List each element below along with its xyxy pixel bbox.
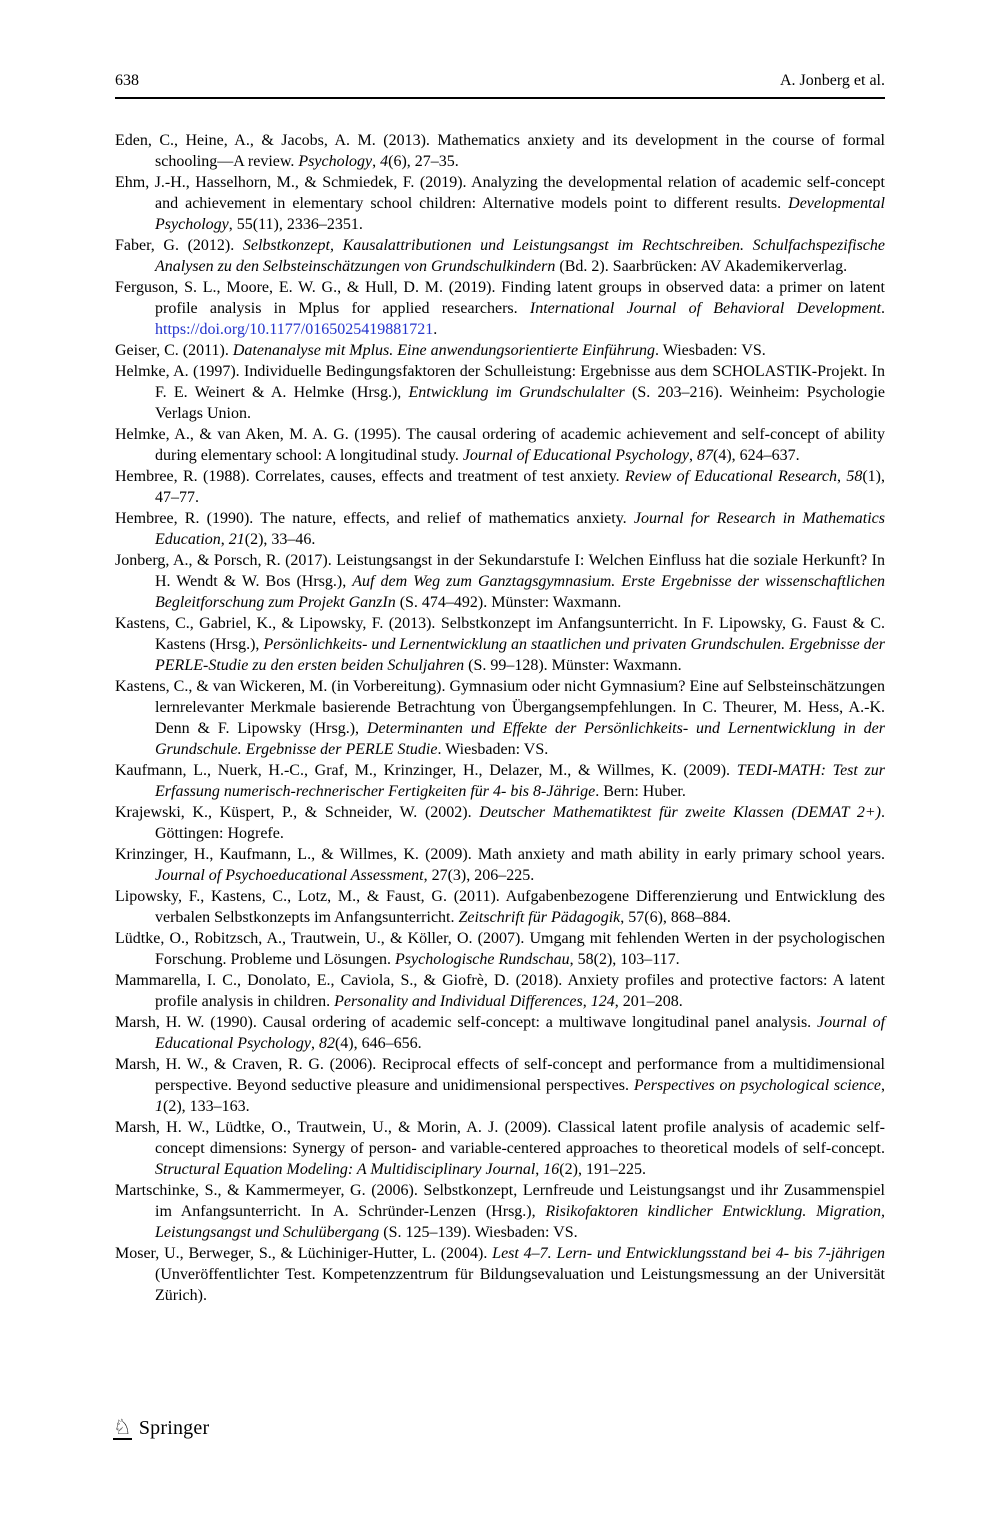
reference-text: (S. 125–139). Wiesbaden: VS.	[379, 1224, 578, 1241]
reference-text: Marsh, H. W., & Craven, R. G. (2006). Reciprocal effects of self-concept and performance from a multidimensional perspective. Beyond seductive pleasure and unidimensional perspectives.	[115, 1056, 885, 1094]
reference-text: , 27(3), 206–225.	[423, 867, 535, 884]
reference-text: (6), 27–35.	[388, 153, 459, 170]
reference-entry	[115, 1012, 885, 1054]
publisher-wordmark: Springer	[138, 1417, 210, 1439]
reference-text: Hembree, R. (1988). Correlates, causes, effects and treatment of test anxiety.	[115, 468, 626, 485]
reference-entry	[115, 550, 885, 613]
reference-entry	[115, 361, 885, 424]
reference-title-italic: 82	[318, 1035, 335, 1052]
reference-entry	[115, 613, 885, 676]
reference-title-italic: Psychologische Rundschau	[394, 951, 570, 968]
reference-entry	[115, 1117, 885, 1180]
reference-list	[115, 130, 885, 1306]
reference-entry	[115, 340, 885, 361]
reference-title-italic: 21	[228, 531, 245, 548]
reference-title-italic: 58	[846, 468, 863, 485]
reference-entry	[115, 1180, 885, 1243]
reference-text: ,	[836, 468, 847, 485]
reference-text: Krajewski, K., Küspert, P., & Schneider, W. (2002).	[115, 804, 480, 821]
reference-entry	[115, 760, 885, 802]
reference-text: Helmke, A. (1997). Individuelle Bedingungsfaktoren der Schulleistung: Ergebnisse aus dem SCHOLASTIK-Projekt. In F. E. Weinert & A. Helmke (Hrsg.),	[115, 363, 885, 401]
reference-entry	[115, 1243, 885, 1306]
reference-text: (4), 624–637.	[713, 447, 800, 464]
reference-title-italic: TEDI-MATH: Test zur Erfassung numerisch-rechnerischer Fertigkeiten für 4- bis 8-Jährige	[155, 762, 886, 800]
reference-text: Marsh, H. W., Lüdtke, O., Trautwein, U., & Morin, A. J. (2009). Classical latent profile analysis of academic self-concept dimensions: Synergy of person- and variable-centered approaches to theoretical models of self-concept.	[115, 1119, 885, 1157]
reference-title-italic: Entwicklung im Grundschulalter	[408, 384, 625, 401]
publisher-footer	[113, 1416, 209, 1440]
reference-title-italic: Deutscher Mathematiktest für zweite Klassen (DEMAT 2+)	[479, 804, 881, 821]
reference-text: ,	[535, 1161, 544, 1178]
reference-text: (S. 203–216). Weinheim: Psychologie Verlags Union.	[155, 384, 885, 422]
reference-title-italic: 87	[697, 447, 713, 464]
reference-entry	[115, 130, 885, 172]
reference-title-italic: Selbstkonzept, Kausalattributionen und Leistungsangst im Rechtschreiben. Schulfachspezifische Analysen zu den Selbsteinschätzungen von Grundschulkindern	[155, 237, 886, 275]
reference-text: Ferguson, S. L., Moore, E. W. G., & Hull, D. M. (2019). Finding latent groups in observed data: a primer on latent profile analysis in Mplus for applied researchers.	[115, 279, 885, 317]
reference-text: Geiser, C. (2011).	[115, 342, 233, 359]
reference-title-italic: 1	[155, 1098, 163, 1115]
reference-entry	[115, 466, 885, 508]
reference-title-italic: Review of Educational Research	[625, 468, 837, 485]
reference-text: ,	[310, 1035, 319, 1052]
reference-title-italic: Personality and Individual Differences	[334, 993, 583, 1010]
reference-title-italic: Journal of Psychoeducational Assessment	[155, 867, 424, 884]
reference-title-italic: Auf dem Weg zum Ganztagsgymnasium. Erste Ergebnisse der wissenschaftlichen Begleitforschung zum Projekt GanzIn	[155, 573, 886, 611]
reference-text: Moser, U., Berweger, S., & Lüchiniger-Hutter, L. (2004).	[115, 1245, 493, 1262]
reference-title-italic: Journal for Research in Mathematics Education	[155, 510, 885, 548]
reference-entry	[115, 928, 885, 970]
reference-title-italic: International Journal of Behavioral Development	[529, 300, 882, 317]
reference-text: (4), 646–656.	[334, 1035, 422, 1052]
reference-text: .	[881, 300, 886, 317]
reference-entry	[115, 424, 885, 466]
reference-text: , 55(11), 2336–2351.	[228, 216, 363, 233]
reference-text: ,	[372, 153, 381, 170]
reference-title-italic: Datenanalyse mit Mplus. Eine anwendungsorientierte Einführung	[232, 342, 656, 359]
reference-entry	[115, 844, 885, 886]
reference-text: (S. 99–128). Münster: Waxmann.	[464, 657, 682, 674]
reference-title-italic: 124	[590, 993, 615, 1010]
reference-title-italic: Journal of Educational Psychology	[462, 447, 689, 464]
reference-text: Lipowsky, F., Kastens, C., Lotz, M., & Faust, G. (2011). Aufgabenbezogene Differenzierung und Entwicklung des verbalen Selbstkonzepts im Anfangsunterricht.	[115, 888, 885, 926]
reference-text: (S. 474–492). Münster: Waxmann.	[395, 594, 622, 611]
reference-entry	[115, 508, 885, 550]
reference-title-italic: Zeitschrift für Pädagogik	[458, 909, 621, 926]
reference-text: Faber, G. (2012).	[115, 237, 243, 254]
reference-entry	[115, 1054, 885, 1117]
reference-text: , 58(2), 103–117.	[569, 951, 680, 968]
reference-text: (2), 133–163.	[163, 1098, 250, 1115]
reference-text: Lüdtke, O., Robitzsch, A., Trautwein, U., & Köller, O. (2007). Umgang mit fehlenden Werten in der psychologischen Forschung. Probleme und Lösungen.	[115, 930, 885, 968]
reference-text: Marsh, H. W. (1990). Causal ordering of academic self-concept: a multiwave longitudinal panel analysis.	[115, 1014, 817, 1031]
reference-text: (2), 33–46.	[244, 531, 316, 548]
reference-title-italic: Persönlichkeits- und Lernentwicklung an staatlichen und privaten Grundschulen. Ergebnisse der PERLE-Studie zu den ersten beiden Schuljahren	[155, 636, 886, 674]
reference-text: Krinzinger, H., Kaufmann, L., & Willmes, K. (2009). Math anxiety and math ability in early primary school years.	[115, 846, 885, 863]
reference-text: , 201–208.	[614, 993, 683, 1010]
reference-text: (Bd. 2). Saarbrücken: AV Akademikerverlag.	[555, 258, 848, 275]
reference-title-italic: Determinanten und Effekte der Persönlichkeits- und Lernentwicklung in der Grundschule. Ergebnisse der PERLE Studie	[155, 720, 886, 758]
reference-entry	[115, 277, 885, 340]
reference-entry	[115, 970, 885, 1012]
reference-text: Eden, C., Heine, A., & Jacobs, A. M. (2013). Mathematics anxiety and its development in the course of formal schooling—A review.	[115, 132, 885, 170]
reference-text: .	[433, 321, 438, 338]
reference-title-italic: 4	[380, 153, 389, 170]
reference-text: ,	[881, 1077, 886, 1094]
reference-title-italic: Psychology	[298, 153, 373, 170]
doi-link[interactable]: https://doi.org/10.1177/0165025419881721	[155, 321, 434, 338]
reference-title-italic: Journal of Educational Psychology	[155, 1014, 886, 1052]
reference-text: ,	[220, 531, 229, 548]
reference-text: Mammarella, I. C., Donolato, E., Caviola, S., & Giofrè, D. (2018). Anxiety profiles and protective factors: A latent profile analysis in children.	[115, 972, 885, 1010]
reference-text: Kaufmann, L., Nuerk, H.-C., Graf, M., Krinzinger, H., Delazer, M., & Willmes, K. (2009).	[115, 762, 737, 779]
running-head-authors: A. Jonberg et al.	[779, 72, 885, 89]
reference-text: ,	[582, 993, 591, 1010]
reference-title-italic: Perspectives on psychological science	[633, 1077, 882, 1094]
reference-text: (1), 47–77.	[155, 468, 885, 506]
reference-text: Martschinke, S., & Kammermeyer, G. (2006). Selbstkonzept, Lernfreude und Leistungsangst und ihr Zusammenspiel im Anfangsunterricht. In A. Schründer-Lenzen (Hrsg.),	[115, 1182, 885, 1220]
reference-text: (2), 191–225.	[559, 1161, 646, 1178]
reference-text: , 57(6), 868–884.	[620, 909, 731, 926]
reference-text: Kastens, C., Gabriel, K., & Lipowsky, F. (2013). Selbstkonzept im Anfangsunterricht. In F. Lipowsky, G. Faust & C. Kastens (Hrsg.),	[115, 615, 885, 653]
reference-text: ,	[689, 447, 697, 464]
reference-entry	[115, 676, 885, 760]
page-content	[115, 72, 885, 1306]
reference-text: Hembree, R. (1990). The nature, effects, and relief of mathematics anxiety.	[115, 510, 634, 527]
reference-entry	[115, 886, 885, 928]
reference-title-italic: Structural Equation Modeling: A Multidisciplinary Journal	[155, 1161, 536, 1178]
header-rule	[115, 97, 885, 99]
running-header	[115, 72, 885, 90]
reference-text: Kastens, C., & van Wickeren, M. (in Vorbereitung). Gymnasium oder nicht Gymnasium? Eine auf Selbsteinschätzungen lernrelevanter Merkmale basierende Betrachtung von Übergangsempfehlungen. In C. Theurer, M. Hess, A.-K. Denn & F. Lipowsky (Hrsg.),	[115, 678, 885, 737]
reference-title-italic: Lest 4–7. Lern- und Entwicklungsstand bei 4- bis 7-jährigen	[492, 1245, 885, 1262]
reference-entry	[115, 235, 885, 277]
reference-title-italic: Developmental Psychology	[155, 195, 885, 233]
reference-text: Ehm, J.-H., Hasselhorn, M., & Schmiedek, F. (2019). Analyzing the developmental relation of academic self-concept and achievement in elementary school children: Alternative models point to different results.	[115, 174, 885, 212]
reference-text: Helmke, A., & van Aken, M. A. G. (1995). The causal ordering of academic achievement and self-concept of ability during elementary school: A longitudinal study.	[115, 426, 885, 464]
reference-text: . Wiesbaden: VS.	[655, 342, 766, 359]
reference-text: . Bern: Huber.	[595, 783, 686, 800]
reference-text: . Göttingen: Hogrefe.	[155, 804, 885, 842]
springer-knight-icon: ♘	[113, 1415, 132, 1439]
reference-text: Jonberg, A., & Porsch, R. (2017). Leistungsangst in der Sekundarstufe I: Welchen Einfluss hat die soziale Herkunft? In H. Wendt & W. Bos (Hrsg.),	[115, 552, 885, 590]
reference-text: . Wiesbaden: VS.	[437, 741, 549, 758]
reference-title-italic: Risikofaktoren kindlicher Entwicklung. Migration, Leistungsangst und Schulübergang	[155, 1203, 885, 1241]
reference-entry	[115, 802, 885, 844]
reference-title-italic: 16	[543, 1161, 560, 1178]
reference-entry	[115, 172, 885, 235]
page-number: 638	[115, 72, 139, 89]
reference-text: (Unveröffentlichter Test. Kompetenzzentrum für Bildungsevaluation und Leistungsmessung an der Universität Zürich).	[155, 1266, 885, 1304]
